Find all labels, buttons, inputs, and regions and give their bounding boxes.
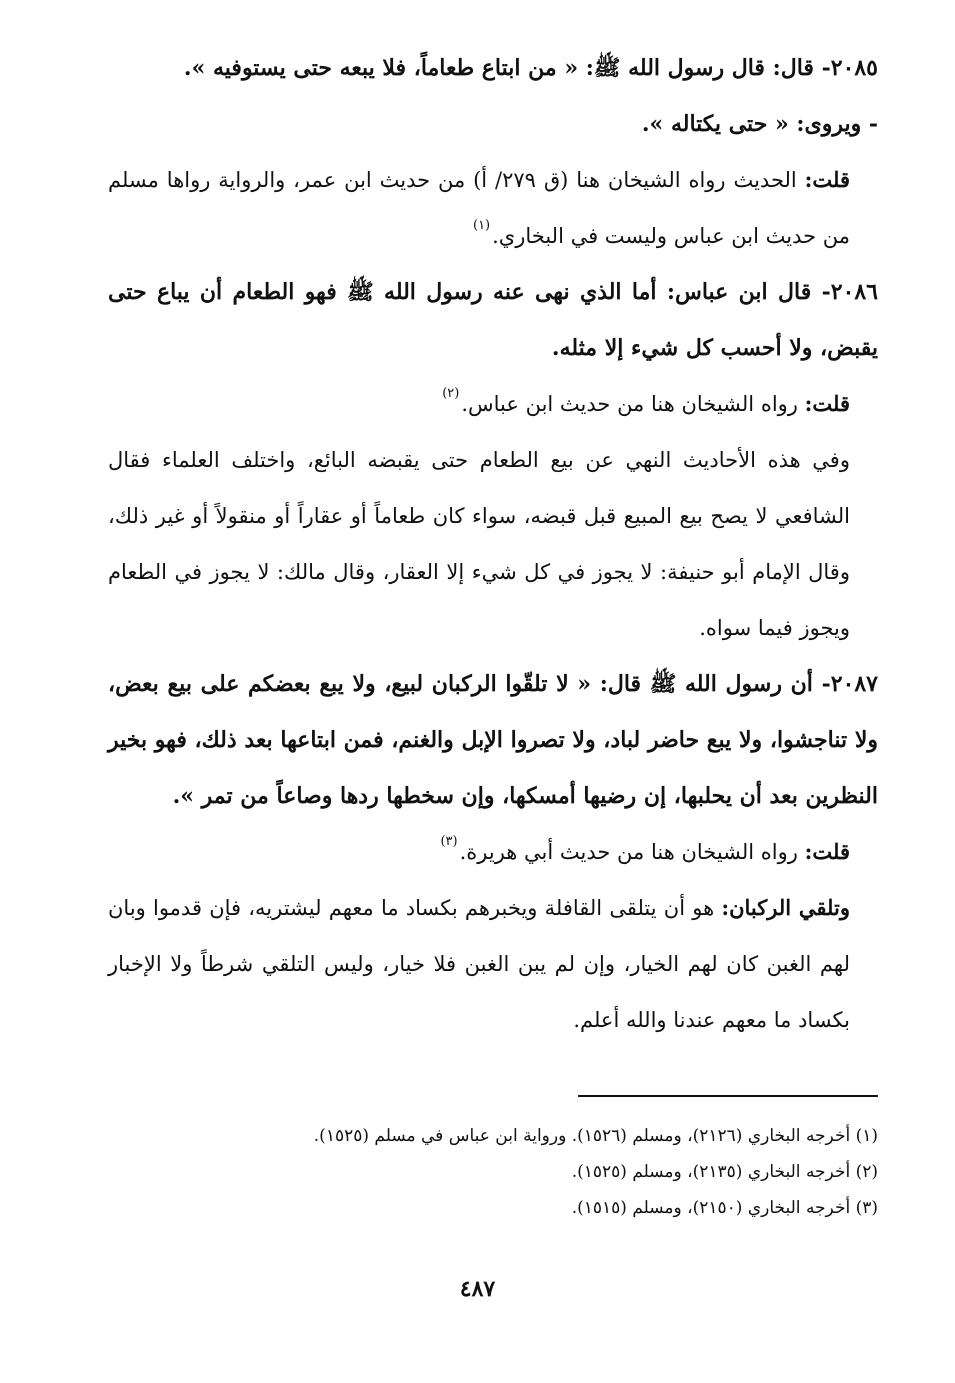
qult-text: رواه الشيخان هنا من حديث ابن عباس. — [461, 392, 798, 416]
footnote-3: (٣) أخرجه البخاري (٢١٥٠)، ومسلم (١٥١٥). — [571, 1198, 878, 1218]
qult-label: قلت: — [804, 167, 850, 192]
hadith-text: قال ابن عباس: أما الذي نهى عنه رسول الله ﷺ فهو الطعام أن يباع حتى يقبض، ولا أحسب كل شيء إلا مثله. — [108, 279, 878, 361]
footnotes — [240, 1118, 878, 1226]
qult-label: قلت: — [804, 391, 850, 416]
qult-text: رواه الشيخان هنا من حديث أبي هريرة. — [459, 840, 798, 864]
hadith-2085-riwaya: - ويروى: « حتى يكتاله ». — [641, 111, 878, 137]
hadith-2085 — [108, 40, 878, 96]
hadith-number: ٢٠٨٥- — [821, 55, 878, 81]
footnote-2: (٢) أخرجه البخاري (٢١٣٥)، ومسلم (١٥٢٥). — [571, 1162, 878, 1182]
footnote-ref-2: (٢) — [442, 386, 460, 401]
qult-2 — [108, 376, 878, 432]
qult-3 — [108, 824, 878, 880]
footnote-1: (١) أخرجه البخاري (٢١٢٦)، ومسلم (١٥٢٦). ورواية ابن عباس في مسلم (١٥٢٥). — [313, 1126, 878, 1146]
commentary-2 — [108, 880, 878, 1048]
footnote-ref-1: (١) — [472, 218, 491, 233]
qult-1 — [108, 152, 878, 264]
footnote-divider — [578, 1095, 878, 1097]
hadith-number: ٢٠٨٦- — [821, 279, 878, 305]
page-number: ٤٨٧ — [459, 1276, 496, 1302]
qult-label: قلت: — [804, 839, 850, 864]
hadith-number: ٢٠٨٧- — [821, 671, 878, 697]
hadith-2087 — [108, 656, 878, 824]
hadith-2086 — [108, 264, 878, 376]
commentary-text: هو أن يتلقى القافلة ويخبرهم بكساد ما معهم ليشتريه، فإن قدموا وبان لهم الغبن كان لهم الخيار، وإن لم يبن الغبن فلا خيار، وليس التلقي شرطاً ولا الإخبار بكساد ما معهم عندنا والله أعلم. — [108, 896, 850, 1032]
hadith-text: أن رسول الله ﷺ قال: « لا تلقّوا الركبان لبيع، ولا يبع بعضكم على بيع بعض، ولا تناجشوا، ولا يبع حاضر لباد، ولا تصروا الإبل والغنم، فمن ابتاعها بعد ذلك، فهو بخير النظرين بعد أن يحلبها، إن رضيها أمسكها، وإن سخطها ردها وصاعاً من تمر ». — [108, 671, 878, 809]
commentary-1: وفي هذه الأحاديث النهي عن بيع الطعام حتى يقبضه البائع، واختلف العلماء فقال الشافعي لا يصح بيع المبيع قبل قبضه، سواء كان طعاماً أو عقاراً أو منقولاً أو غير ذلك، وقال الإمام أبو حنيفة: لا يجوز في كل شيء إلا العقار، وقال مالك: لا يجوز في الطعام ويجوز فيما سواه. — [108, 448, 850, 640]
footnote-ref-3: (٣) — [440, 834, 458, 849]
commentary-label: وتلقي الركبان: — [721, 895, 850, 920]
hadith-text: قال: قال رسول الله ﷺ: « من ابتاع طعاماً، فلا يبعه حتى يستوفيه ». — [183, 55, 814, 81]
qult-text: الحديث رواه الشيخان هنا (ق ٢٧٩/ أ) من حديث ابن عمر، والرواية رواها مسلم من حديث ابن عباس وليست في البخاري. — [108, 168, 850, 248]
page-body — [108, 40, 878, 1048]
